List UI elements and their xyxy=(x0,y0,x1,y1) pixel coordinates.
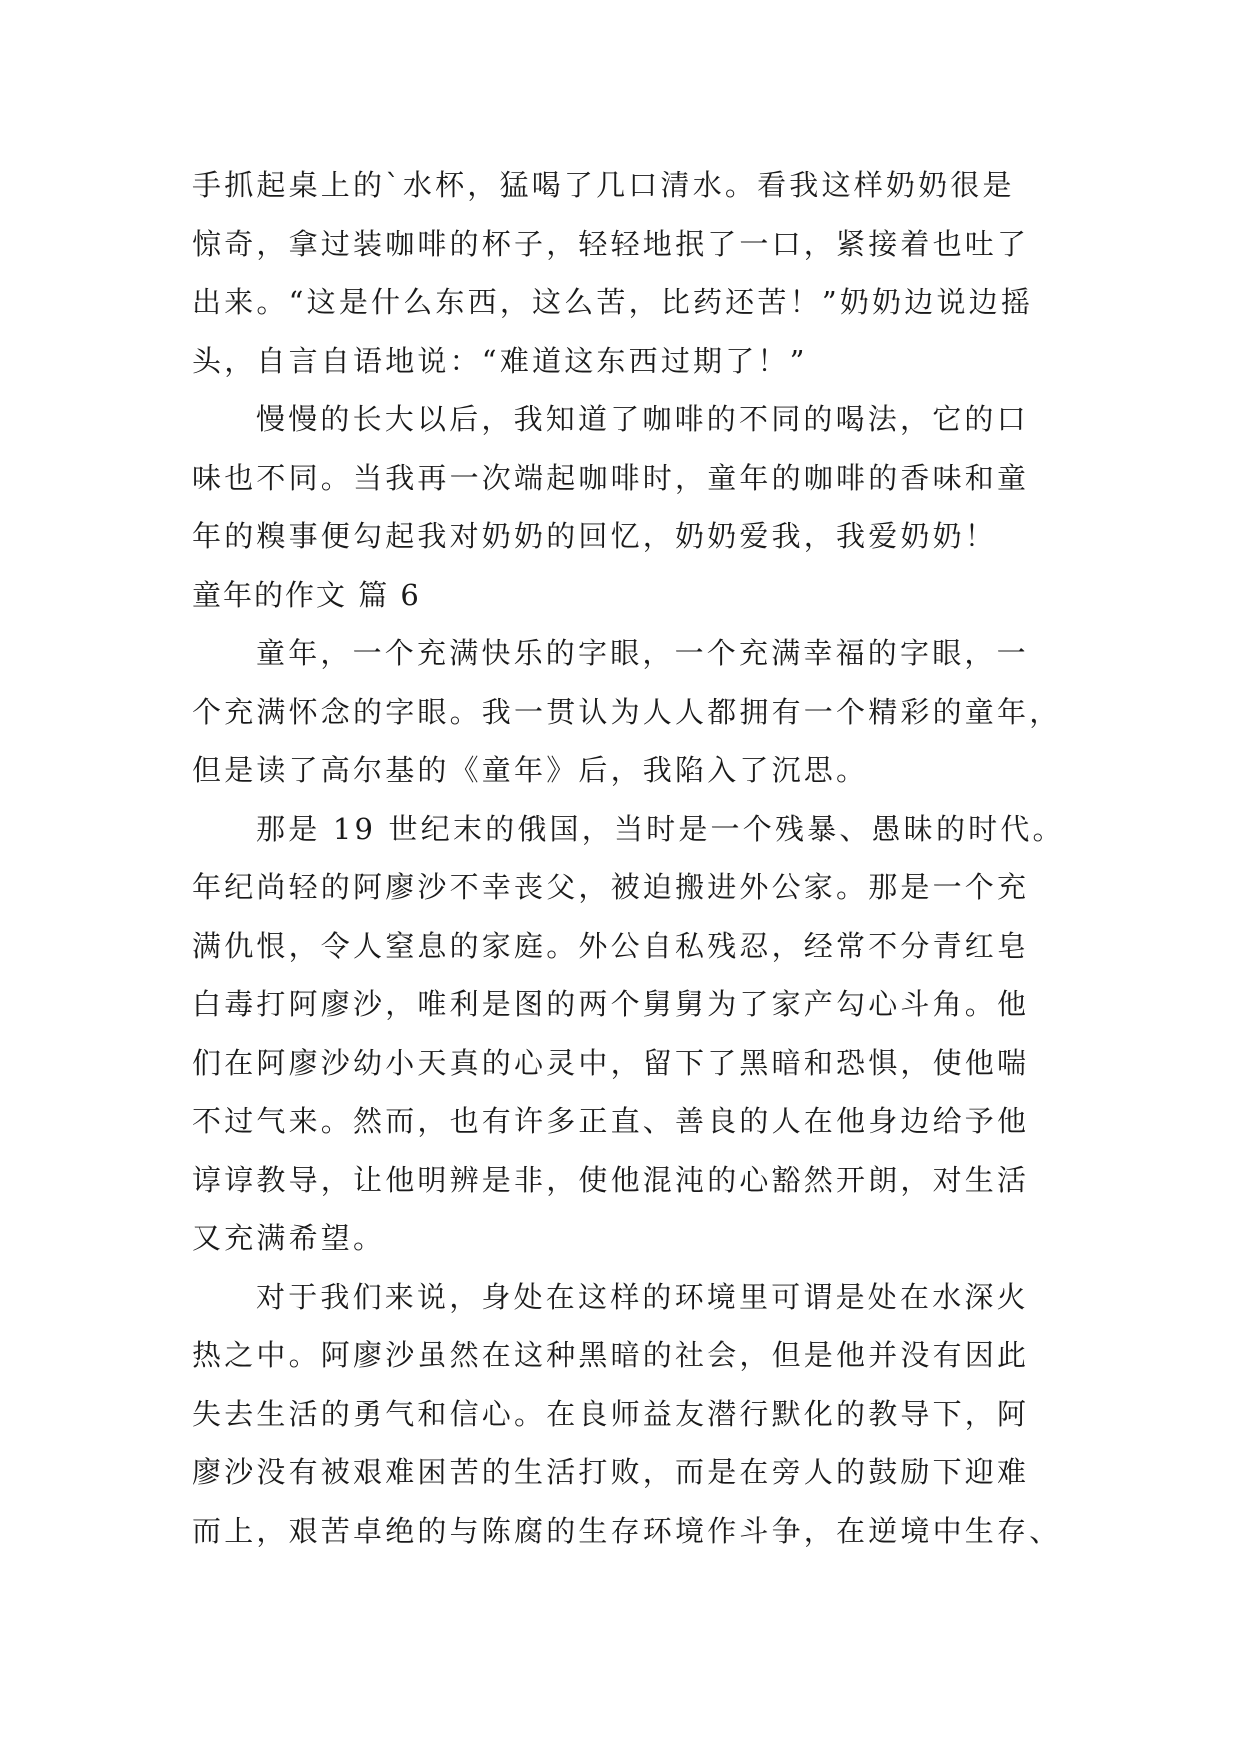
text-line: 味也不同。当我再一次端起咖啡时，童年的咖啡的香味和童 xyxy=(192,460,1030,495)
text-line: 手抓起桌上的`水杯，猛喝了几口清水。看我这样奶奶很是 xyxy=(192,168,1015,202)
text-line: 年纪尚轻的阿廖沙不幸丧父，被迫搬进外公家。那是一个充 xyxy=(192,870,1030,904)
paragraph-first-line: 那是 19 世纪末的俄国，当时是一个残暴、愚昧的时代。 xyxy=(256,811,1065,846)
text-line: 但是读了高尔基的《童年》后，我陷入了沉思。 xyxy=(192,753,869,787)
text-line: 年的糗事便勾起我对奶奶的回忆，奶奶爱我，我爱奶奶！ xyxy=(192,519,998,553)
text-line: 廖沙没有被艰难困苦的生活打败，而是在旁人的鼓励下迎难 xyxy=(192,1455,1030,1489)
document-body xyxy=(192,156,1065,1560)
text-line: 惊奇，拿过装咖啡的杯子，轻轻地抿了一口，紧接着也吐了 xyxy=(192,226,1030,261)
text-line: 头，自言自语地说：“难道这东西过期了！” xyxy=(192,343,808,378)
text-line: 失去生活的勇气和信心。在良师益友潜行默化的教导下，阿 xyxy=(192,1396,1030,1431)
paragraph-first-line: 对于我们来说，身处在这样的环境里可谓是处在水深火 xyxy=(256,1279,1029,1314)
text-line: 满仇恨，令人窒息的家庭。外公自私残忍，经常不分青红皂 xyxy=(192,928,1030,963)
text-line: 个充满怀念的字眼。我一贯认为人人都拥有一个精彩的童年， xyxy=(192,694,1062,729)
text-line: 谆谆教导，让他明辨是非，使他混沌的心豁然开朗，对生活 xyxy=(192,1162,1030,1197)
text-line: 白毒打阿廖沙，唯利是图的两个舅舅为了家产勾心斗角。他 xyxy=(192,987,1030,1021)
text-line: 不过气来。然而，也有许多正直、善良的人在他身边给予他 xyxy=(192,1104,1030,1138)
text-line: 出来。“这是什么东西，这么苦，比药还苦！”奶奶边说边摇 xyxy=(192,285,1034,319)
text-line: 们在阿廖沙幼小天真的心灵中，留下了黑暗和恐惧，使他喘 xyxy=(192,1045,1030,1080)
text-line: 热之中。阿廖沙虽然在这种黑暗的社会，但是他并没有因此 xyxy=(192,1338,1030,1372)
paragraph-first-line: 慢慢的长大以后，我知道了咖啡的不同的喝法，它的口 xyxy=(256,402,1029,436)
paragraph-first-line: 童年，一个充满快乐的字眼，一个充满幸福的字眼，一 xyxy=(256,636,1029,670)
section-heading: 童年的作文 篇 6 xyxy=(192,577,421,612)
text-line: 而上，艰苦卓绝的与陈腐的生存环境作斗争，在逆境中生存、 xyxy=(192,1513,1062,1548)
text-line: 又充满希望。 xyxy=(192,1221,386,1255)
